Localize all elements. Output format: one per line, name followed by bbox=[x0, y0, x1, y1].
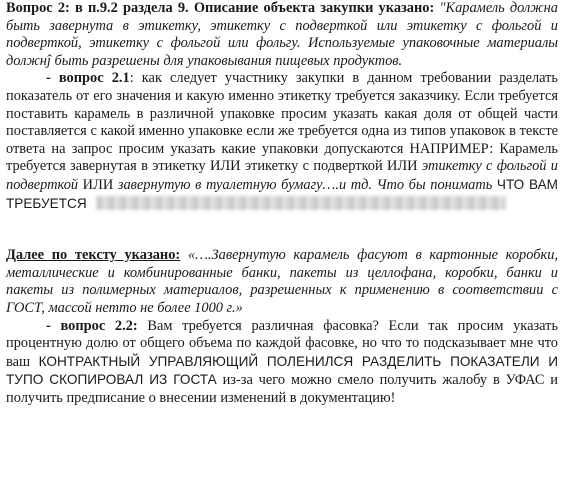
question-2-2-label: - вопрос 2.2: bbox=[46, 317, 138, 334]
question-2-1-italic-1: этикетку с фольгой и подверткой bbox=[6, 158, 558, 193]
question-2-2-text-1: Вам требуется различная фасовка? Если так просим указать процентную долю от общего объема по каждой фасовке, но что то подсказывает мне что ваш bbox=[6, 317, 559, 370]
question-2-heading: Вопрос 2: в п.9.2 раздела 9. Описание объекта закупки указано: bbox=[6, 0, 435, 16]
further-text-quote: «….Завернутую карамель фасуют в картонные коробки, металлические и комбинированные банки, пакеты из целлофана, коробки, банки и пакеты из полимерных материалов, разрешенных к применению в соответствии с ГОСТ, массой нетто не более 1000 г.» bbox=[6, 247, 558, 316]
redacted-block bbox=[96, 196, 506, 210]
question-2-1-label: - вопрос 2.1 bbox=[46, 70, 130, 87]
question-2-1-italic-2: завернутую в туалетную бумагу….и тд. Что бы понимать bbox=[117, 176, 497, 193]
question-2-paragraph bbox=[6, 0, 558, 70]
question-2-2-text-2: из-за чего можно смело получить жалобу в УФАС и получить предписание о внесении изменений в документацию! bbox=[6, 372, 558, 406]
question-2-quote: "Карамель должна быть завернута в этикетку, этикетку с подверткой или этикетку с фольгой и подверткой, этикетку с фольгой или фольгу. Используемые упаковочные материалы должнĵ быть разрешены для упаковывания пищевых продуктов. bbox=[6, 0, 558, 69]
question-2-1-caps: ЧТО ВАМ ТРЕБУЕТСЯ bbox=[6, 176, 559, 211]
further-text-heading: Далее по тексту указано: bbox=[6, 247, 181, 264]
further-text-paragraph bbox=[6, 247, 558, 317]
question-2-2-caps: КОНТРАКТНЫЙ УПРАВЛЯЮЩИЙ ПОЛЕНИЛСЯ РАЗДЕЛИТЬ ПОКАЗАТЕЛИ И ТУПО СКОПИРОВАЛ ИЗ ГОСТА bbox=[6, 353, 559, 388]
question-2-2-paragraph bbox=[6, 318, 558, 408]
question-2-1-text-1: : как следует участнику закупки в данном требовании разделать показатель от его значения и какую именно этикетку требуется заказчику. Если требуется поставить карамель в различной упаковке просим указать какая доля от общей части поставляется с какой именно упаковке если же требуется одна из типов упаковок в тексте ответа на запрос просим указать какие упаковки допускаются НАПРИМЕР: Карамель требуется завернутая в этикетку ИЛИ этикетку с подверткой ИЛИ bbox=[6, 70, 558, 175]
question-2-1-text-2: ИЛИ bbox=[78, 176, 118, 193]
question-2-1-paragraph bbox=[6, 70, 558, 213]
